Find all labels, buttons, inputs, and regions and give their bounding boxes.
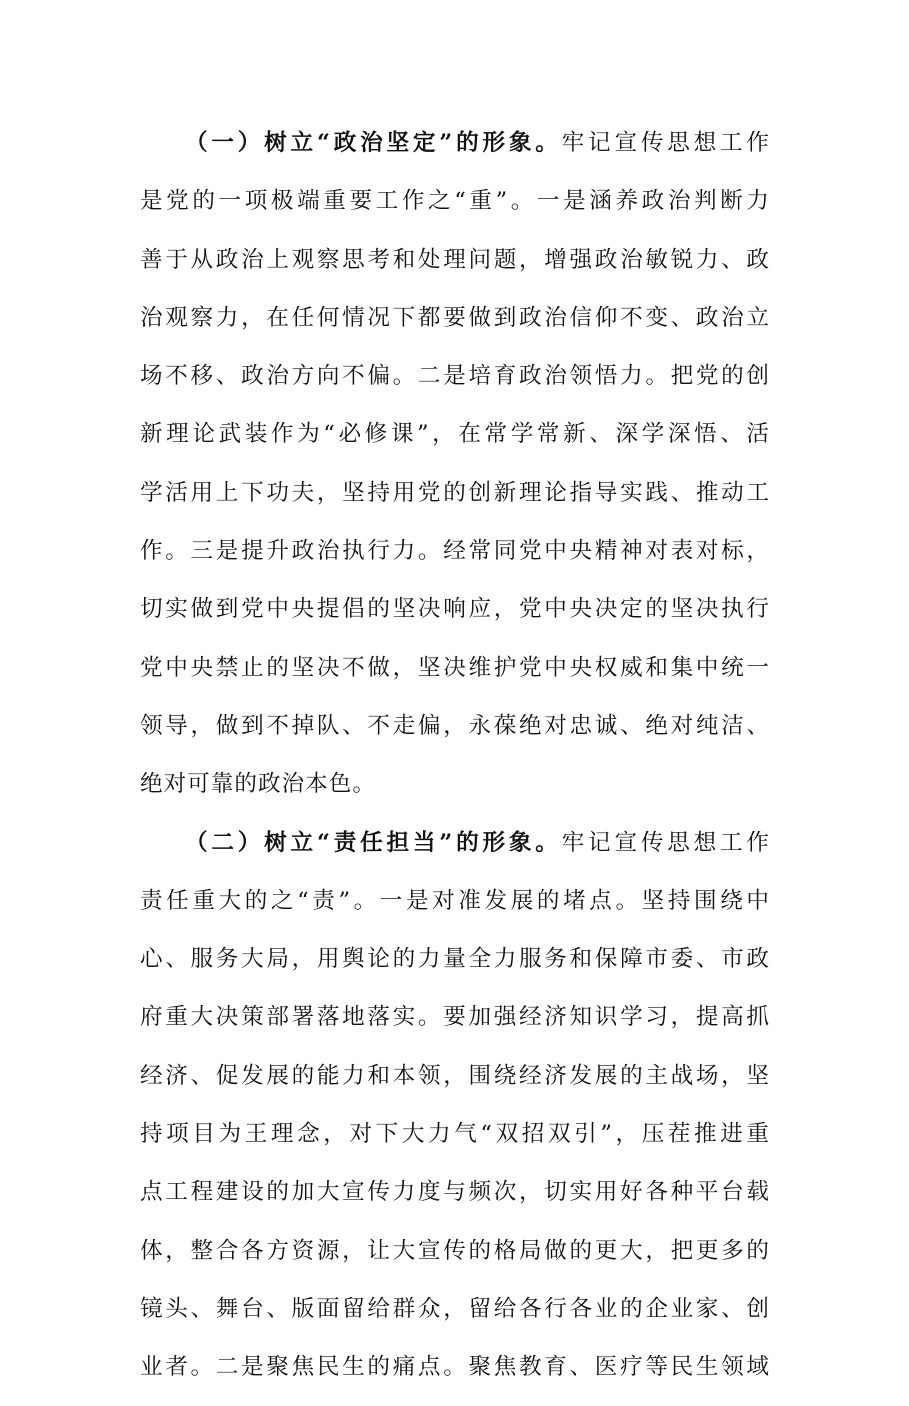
paragraph-line: 切实做到党中央提倡的坚决响应，党中央决定的坚决执行 <box>140 596 770 623</box>
paragraph-line: 体，整合各方资源，让大宣传的格局做的更大，把更多的 <box>140 1237 770 1264</box>
section-heading: （二）树立“责任担当”的形象。 <box>185 829 562 856</box>
paragraph-line: 府重大决策部署落地落实。要加强经济知识学习，提高抓 <box>140 1004 770 1031</box>
paragraph-line: 点工程建设的加大宣传力度与频次，切实用好各种平台载 <box>140 1179 770 1206</box>
paragraph-line: 领导，做到不掉队、不走偏，永葆绝对忠诚、绝对纯洁、 <box>140 712 770 739</box>
document-body <box>140 123 770 1406</box>
paragraph-line: 学活用上下功夫，坚持用党的创新理论指导实践、推动工 <box>140 479 770 506</box>
section-heading: （一）树立“政治坚定”的形象。 <box>185 130 562 156</box>
paragraph-line: 持项目为王理念，对下大力气“双招双引”，压茬推进重 <box>140 1121 770 1148</box>
paragraph-text: 牢记宣传思想工作 <box>561 130 770 156</box>
paragraph-line: 新理论武装作为“必修课”，在常学常新、深学深悟、活 <box>140 421 770 448</box>
paragraph-line: 党中央禁止的坚决不做，坚决维护党中央权威和集中统一 <box>140 654 770 681</box>
paragraph-line: 责任重大的之“责”。一是对准发展的堵点。坚持围绕中 <box>140 887 770 914</box>
paragraph-line: 作。三是提升政治执行力。经常同党中央精神对表对标， <box>140 538 770 565</box>
paragraph-first-line <box>140 123 770 163</box>
paragraph-first-line <box>140 823 770 863</box>
paragraph-line: 场不移、政治方向不偏。二是培育政治领悟力。把党的创 <box>140 363 770 390</box>
paragraph-line: 镜头、舞台、版面留给群众，留给各行各业的企业家、创 <box>140 1295 770 1322</box>
paragraph-line: 是党的一项极端重要工作之“重”。一是涵养政治判断力 <box>140 188 770 215</box>
paragraph-text: 牢记宣传思想工作 <box>561 829 770 856</box>
paragraph-line: 绝对可靠的政治本色。 <box>140 771 376 798</box>
paragraph-line: 业者。二是聚焦民生的痛点。聚焦教育、医疗等民生领域 <box>140 1354 770 1381</box>
paragraph-line: 善于从政治上观察思考和处理问题，增强政治敏锐力、政 <box>140 246 770 273</box>
paragraph-line: 经济、促发展的能力和本领，围绕经济发展的主战场，坚 <box>140 1062 770 1089</box>
paragraph-line: 治观察力，在任何情况下都要做到政治信仰不变、政治立 <box>140 304 770 331</box>
paragraph-line: 心、服务大局，用舆论的力量全力服务和保障市委、市政 <box>140 946 770 973</box>
